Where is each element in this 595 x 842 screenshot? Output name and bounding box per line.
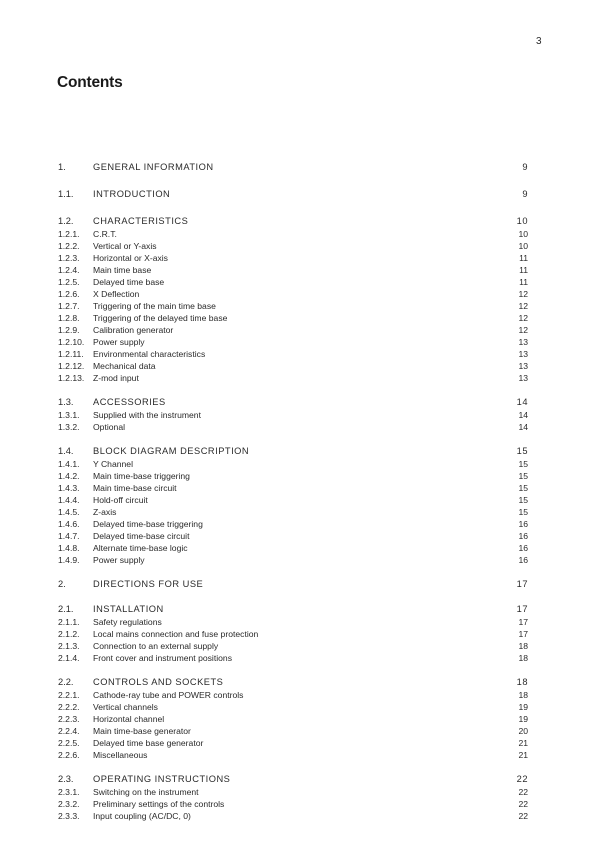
- toc-heading-row: [58, 444, 528, 458]
- toc-entry-num: 1.: [58, 162, 66, 172]
- toc-entry-row: [58, 689, 528, 701]
- toc-entry-page: 18: [518, 653, 528, 663]
- toc-entry-row: [58, 628, 528, 640]
- page-title: Contents: [57, 74, 123, 91]
- toc-entry-page: 12: [518, 325, 528, 335]
- toc-entry-row: [58, 810, 528, 822]
- toc-entry-text: Input coupling (AC/DC, 0): [93, 811, 191, 821]
- toc-entry-page: 11: [519, 253, 528, 263]
- toc-entry-text: C.R.T.: [93, 229, 117, 239]
- toc-heading-row: [58, 602, 528, 616]
- toc-entry-page: 10: [518, 229, 528, 239]
- toc-entry-page: 15: [516, 446, 528, 456]
- toc-entry-page: 22: [516, 774, 528, 784]
- toc-entry-text: Delayed time base: [93, 277, 165, 287]
- toc-entry-row: [58, 616, 528, 628]
- toc-entry-text: Power supply: [93, 555, 145, 565]
- toc-section: [58, 602, 528, 664]
- toc-entry-row: [58, 348, 528, 360]
- toc-entry-row: [58, 336, 528, 348]
- toc-entry-text: Delayed time-base triggering: [93, 519, 203, 529]
- toc-section: [58, 395, 528, 433]
- toc-section: [58, 444, 528, 566]
- toc-entry-num: 1.4.2.: [58, 471, 80, 481]
- toc-entry-page: 13: [518, 373, 528, 383]
- toc-entry-row: [58, 252, 528, 264]
- toc-entry-page: 16: [518, 543, 528, 553]
- toc-entry-page: 13: [518, 361, 528, 371]
- toc-entry-page: 16: [518, 531, 528, 541]
- table-of-contents: [58, 160, 528, 833]
- toc-entry-row: [58, 652, 528, 664]
- toc-entry-text: Switching on the instrument: [93, 787, 199, 797]
- toc-entry-row: [58, 240, 528, 252]
- toc-entry-num: 2.2.6.: [58, 750, 80, 760]
- toc-entry-num: 1.4.8.: [58, 543, 80, 553]
- toc-entry-text: X Deflection: [93, 289, 140, 299]
- toc-entry-text: Local mains connection and fuse protection: [93, 629, 259, 639]
- toc-entry-text: CHARACTERISTICS: [93, 216, 189, 226]
- toc-entry-row: [58, 288, 528, 300]
- toc-entry-num: 2.2.3.: [58, 714, 80, 724]
- toc-entry-row: [58, 276, 528, 288]
- toc-entry-num: 1.3.: [58, 397, 74, 407]
- toc-entry-num: 1.2.5.: [58, 277, 80, 287]
- toc-entry-text: GENERAL INFORMATION: [93, 162, 214, 172]
- toc-entry-page: 22: [518, 799, 528, 809]
- toc-entry-text: Z-mod input: [93, 373, 139, 383]
- toc-entry-page: 17: [516, 604, 528, 614]
- toc-entry-num: 1.2.13.: [58, 373, 85, 383]
- toc-entry-text: Main time-base triggering: [93, 471, 190, 481]
- toc-entry-num: 2.1.2.: [58, 629, 80, 639]
- toc-entry-text: Delayed time-base circuit: [93, 531, 190, 541]
- toc-entry-page: 12: [518, 301, 528, 311]
- toc-entry-num: 2.2.2.: [58, 702, 80, 712]
- toc-entry-row: [58, 264, 528, 276]
- toc-entry-page: 11: [519, 265, 528, 275]
- toc-section: [58, 577, 528, 591]
- toc-entry-page: 12: [518, 289, 528, 299]
- toc-entry-text: Alternate time-base logic: [93, 543, 188, 553]
- toc-entry-row: [58, 360, 528, 372]
- toc-entry-num: 2.3.1.: [58, 787, 80, 797]
- toc-entry-text: CONTROLS AND SOCKETS: [93, 677, 224, 687]
- toc-entry-page: 15: [518, 495, 528, 505]
- toc-entry-page: 14: [518, 422, 528, 432]
- toc-entry-page: 13: [518, 349, 528, 359]
- toc-entry-row: [58, 737, 528, 749]
- toc-entry-text: Y Channel: [93, 459, 133, 469]
- toc-entry-page: 21: [518, 738, 528, 748]
- toc-entry-row: [58, 530, 528, 542]
- toc-entry-text: Main time-base generator: [93, 726, 191, 736]
- toc-entry-row: [58, 701, 528, 713]
- toc-entry-page: 15: [518, 483, 528, 493]
- toc-entry-row: [58, 409, 528, 421]
- toc-entry-row: [58, 470, 528, 482]
- toc-entry-page: 20: [518, 726, 528, 736]
- toc-entry-text: Optional: [93, 422, 126, 432]
- toc-entry-num: 1.2.: [58, 216, 74, 226]
- toc-entry-num: 2.3.: [58, 774, 74, 784]
- toc-entry-num: 1.2.6.: [58, 289, 80, 299]
- toc-heading-row: [58, 214, 528, 228]
- toc-entry-row: [58, 421, 528, 433]
- toc-entry-num: 2.1.1.: [58, 617, 80, 627]
- toc-entry-row: [58, 324, 528, 336]
- toc-entry-page: 22: [518, 811, 528, 821]
- toc-entry-text: Calibration generator: [93, 325, 174, 335]
- toc-entry-page: 14: [518, 410, 528, 420]
- toc-section: [58, 214, 528, 384]
- toc-entry-text: Main time-base circuit: [93, 483, 177, 493]
- toc-entry-row: [58, 312, 528, 324]
- toc-entry-row: [58, 725, 528, 737]
- toc-entry-text: Delayed time base generator: [93, 738, 204, 748]
- toc-entry-num: 2.1.3.: [58, 641, 80, 651]
- toc-section: [58, 772, 528, 822]
- toc-entry-num: 1.2.11.: [58, 349, 84, 359]
- toc-entry-num: 1.2.4.: [58, 265, 80, 275]
- toc-entry-num: 2.: [58, 579, 66, 589]
- toc-entry-num: 1.2.3.: [58, 253, 80, 263]
- toc-entry-num: 2.2.: [58, 677, 74, 687]
- toc-entry-row: [58, 506, 528, 518]
- toc-entry-num: 2.3.3.: [58, 811, 80, 821]
- toc-entry-row: [58, 458, 528, 470]
- toc-entry-text: Main time base: [93, 265, 152, 275]
- toc-entry-page: 18: [518, 641, 528, 651]
- toc-entry-text: DIRECTIONS FOR USE: [93, 579, 204, 589]
- toc-entry-page: 16: [518, 519, 528, 529]
- toc-entry-num: 1.4.7.: [58, 531, 80, 541]
- toc-entry-page: 13: [518, 337, 528, 347]
- toc-entry-page: 10: [518, 241, 528, 251]
- toc-section: [58, 187, 528, 201]
- toc-entry-num: 1.2.7.: [58, 301, 80, 311]
- toc-entry-text: Triggering of the main time base: [93, 301, 216, 311]
- toc-heading-row: [58, 187, 528, 201]
- toc-entry-page: 9: [522, 189, 528, 199]
- toc-entry-page: 15: [518, 471, 528, 481]
- toc-entry-num: 2.1.4.: [58, 653, 80, 663]
- toc-entry-row: [58, 713, 528, 725]
- toc-entry-num: 1.1.: [58, 189, 74, 199]
- toc-entry-text: Horizontal channel: [93, 714, 165, 724]
- toc-entry-text: BLOCK DIAGRAM DESCRIPTION: [93, 446, 250, 456]
- toc-entry-text: Triggering of the delayed time base: [93, 313, 228, 323]
- toc-entry-row: [58, 542, 528, 554]
- toc-entry-text: Miscellaneous: [93, 750, 148, 760]
- toc-entry-num: 2.2.4.: [58, 726, 80, 736]
- toc-entry-page: 17: [516, 579, 528, 589]
- toc-entry-num: 1.2.10.: [58, 337, 85, 347]
- toc-entry-page: 17: [518, 617, 528, 627]
- toc-entry-text: Horizontal or X-axis: [93, 253, 168, 263]
- toc-entry-num: 1.3.1.: [58, 410, 80, 420]
- toc-entry-row: [58, 372, 528, 384]
- toc-heading-row: [58, 160, 528, 174]
- toc-entry-page: 18: [516, 677, 528, 687]
- toc-entry-num: 2.2.5.: [58, 738, 80, 748]
- toc-heading-row: [58, 395, 528, 409]
- toc-entry-num: 1.4.: [58, 446, 74, 456]
- toc-entry-text: Power supply: [93, 337, 145, 347]
- toc-entry-text: OPERATING INSTRUCTIONS: [93, 774, 231, 784]
- toc-entry-page: 9: [522, 162, 528, 172]
- toc-entry-text: Front cover and instrument positions: [93, 653, 232, 663]
- toc-entry-text: Safety regulations: [93, 617, 162, 627]
- toc-entry-num: 1.4.9.: [58, 555, 80, 565]
- toc-entry-page: 15: [518, 459, 528, 469]
- toc-entry-text: Cathode-ray tube and POWER controls: [93, 690, 244, 700]
- toc-entry-row: [58, 300, 528, 312]
- toc-entry-num: 1.4.1.: [58, 459, 80, 469]
- toc-entry-page: 17: [518, 629, 528, 639]
- toc-entry-text: Hold-off circuit: [93, 495, 148, 505]
- toc-entry-num: 2.2.1.: [58, 690, 80, 700]
- toc-entry-row: [58, 786, 528, 798]
- toc-entry-num: 1.2.2.: [58, 241, 80, 251]
- toc-entry-page: 11: [519, 277, 528, 287]
- toc-entry-row: [58, 554, 528, 566]
- toc-entry-page: 19: [518, 702, 528, 712]
- toc-entry-text: ACCESSORIES: [93, 397, 166, 407]
- toc-entry-page: 21: [518, 750, 528, 760]
- toc-entry-page: 16: [518, 555, 528, 565]
- toc-entry-num: 2.3.2.: [58, 799, 80, 809]
- toc-entry-num: 1.4.3.: [58, 483, 80, 493]
- toc-entry-num: 2.1.: [58, 604, 74, 614]
- toc-entry-num: 1.4.6.: [58, 519, 80, 529]
- toc-entry-text: Vertical channels: [93, 702, 158, 712]
- page-number: 3: [536, 36, 542, 47]
- toc-entry-page: 18: [518, 690, 528, 700]
- toc-entry-num: 1.2.8.: [58, 313, 80, 323]
- toc-entry-page: 14: [516, 397, 528, 407]
- toc-entry-text: Z-axis: [93, 507, 117, 517]
- toc-entry-text: Environmental characteristics: [93, 349, 206, 359]
- toc-entry-page: 22: [518, 787, 528, 797]
- toc-entry-num: 1.4.5.: [58, 507, 80, 517]
- toc-section: [58, 160, 528, 174]
- toc-entry-text: Connection to an external supply: [93, 641, 219, 651]
- toc-entry-page: 15: [518, 507, 528, 517]
- toc-entry-text: INTRODUCTION: [93, 189, 171, 199]
- toc-entry-num: 1.2.9.: [58, 325, 80, 335]
- toc-entry-text: Preliminary settings of the controls: [93, 799, 225, 809]
- toc-heading-row: [58, 675, 528, 689]
- toc-entry-num: 1.2.12.: [58, 361, 85, 371]
- toc-entry-page: 10: [516, 216, 528, 226]
- toc-entry-row: [58, 749, 528, 761]
- toc-entry-text: Vertical or Y-axis: [93, 241, 157, 251]
- toc-heading-row: [58, 577, 528, 591]
- toc-entry-row: [58, 494, 528, 506]
- toc-entry-text: INSTALLATION: [93, 604, 164, 614]
- toc-entry-row: [58, 640, 528, 652]
- toc-entry-page: 12: [518, 313, 528, 323]
- toc-entry-row: [58, 482, 528, 494]
- toc-entry-text: Supplied with the instrument: [93, 410, 201, 420]
- toc-entry-row: [58, 518, 528, 530]
- toc-entry-num: 1.3.2.: [58, 422, 80, 432]
- toc-entry-page: 19: [518, 714, 528, 724]
- toc-entry-num: 1.2.1.: [58, 229, 80, 239]
- toc-entry-text: Mechanical data: [93, 361, 156, 371]
- toc-section: [58, 675, 528, 761]
- toc-entry-row: [58, 228, 528, 240]
- toc-heading-row: [58, 772, 528, 786]
- toc-entry-row: [58, 798, 528, 810]
- toc-entry-num: 1.4.4.: [58, 495, 80, 505]
